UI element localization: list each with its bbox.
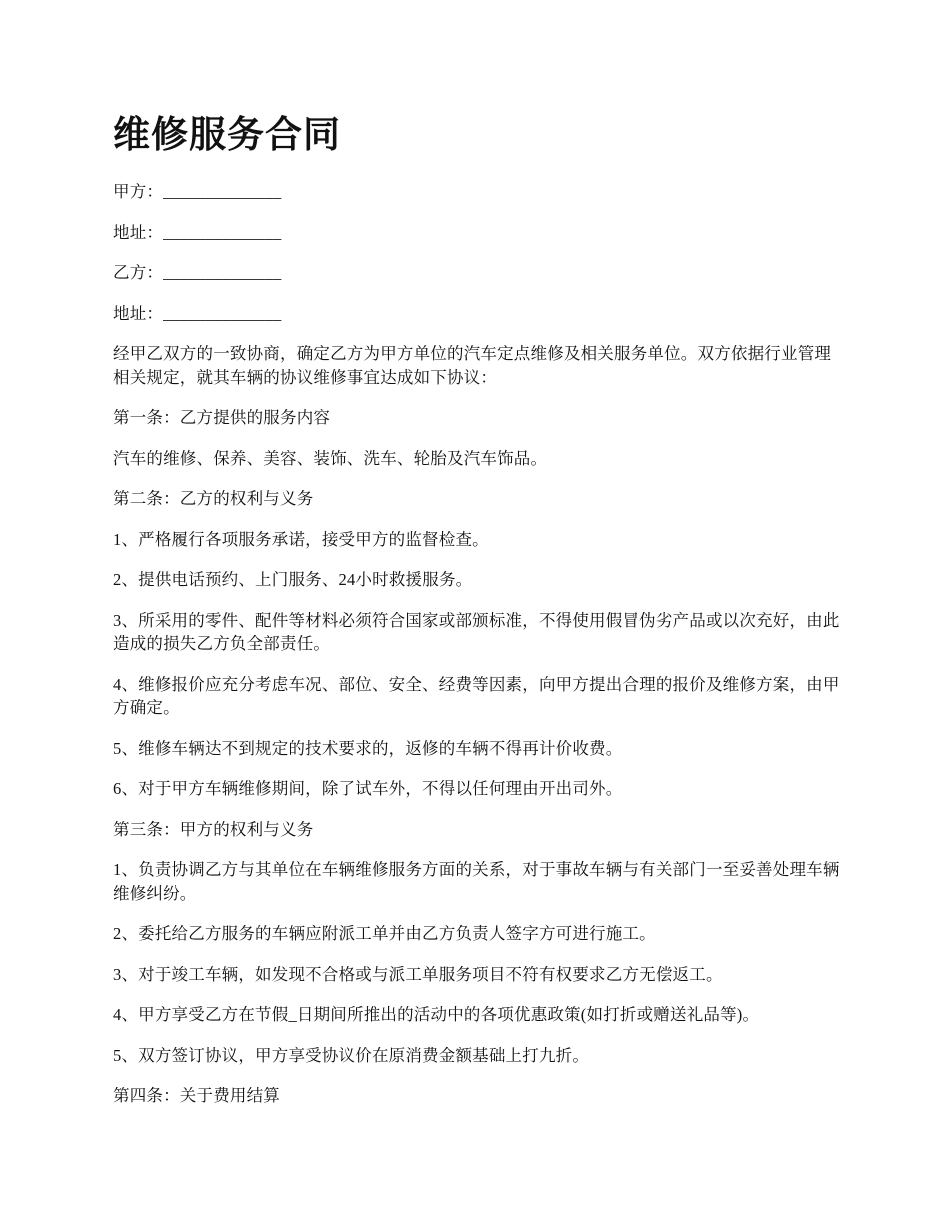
article-3-item-3: 3、对于竣工车辆，如发现不合格或与派工单服务项目不符有权要求乙方无偿返工。 [113,964,723,984]
party-b-field: 乙方：______________ [113,263,282,282]
article-1-heading: 第一条：乙方提供的服务内容 [113,408,331,427]
article-3-item-2: 2、委托给乙方服务的车辆应附派工单并由乙方负责人签字方可进行施工。 [113,924,656,943]
party-b-address-field: 地址：______________ [113,303,282,323]
article-2-item-2: 2、提供电话预约、上门服务、24小时救援服务。 [113,570,473,589]
article-3-item-4: 4、甲方享受乙方在节假_日期间所推出的活动中的各项优惠政策(如打折或赠送礼品等)。 [113,1005,760,1024]
party-a-address-field: 地址：______________ [113,222,282,242]
article-2-item-3: 3、所采用的零件、配件等材料必须符合国家或部颁标准，不得使用假冒伪劣产品或以次充好，由此造成的损失乙方负全部责任。 [113,610,840,653]
article-1-content: 汽车的维修、保养、美容、装饰、洗车、轮胎及汽车饰品。 [113,448,548,468]
article-2-item-5: 5、维修车辆达不到规定的技术要求的，返修的车辆不得再计价收费。 [113,738,623,758]
document-body [113,180,843,1125]
article-3-item-1: 1、负责协调乙方与其单位在车辆维修服务方面的关系，对于事故车辆与有关部门一至妥善处理车辆维修纠纷。 [113,860,840,903]
article-2-item-4: 4、维修报价应充分考虑车况、部位、安全、经费等因素，向甲方提出合理的报价及维修方案，由甲方确定。 [113,674,840,717]
article-2-heading: 第二条：乙方的权利与义务 [113,489,314,508]
document-title: 维修服务合同 [113,115,341,156]
article-4-heading: 第四条：关于费用结算 [113,1086,280,1105]
article-2-item-1: 1、严格履行各项服务承诺，接受甲方的监督检查。 [113,529,489,549]
article-3-heading: 第三条：甲方的权利与义务 [113,819,314,839]
party-a-field: 甲方：______________ [113,182,282,201]
article-2-item-6: 6、对于甲方车辆维修期间，除了试车外，不得以任何理由开出司外。 [113,779,623,798]
article-3-item-5: 5、双方签订协议，甲方享受协议价在原消费金额基础上打九折。 [113,1045,590,1065]
preamble-paragraph: 经甲乙双方的一致协商，确定乙方为甲方单位的汽车定点维修及相关服务单位。双方依据行业管理相关规定，就其车辆的协议维修事宜达成如下协议： [113,344,832,387]
